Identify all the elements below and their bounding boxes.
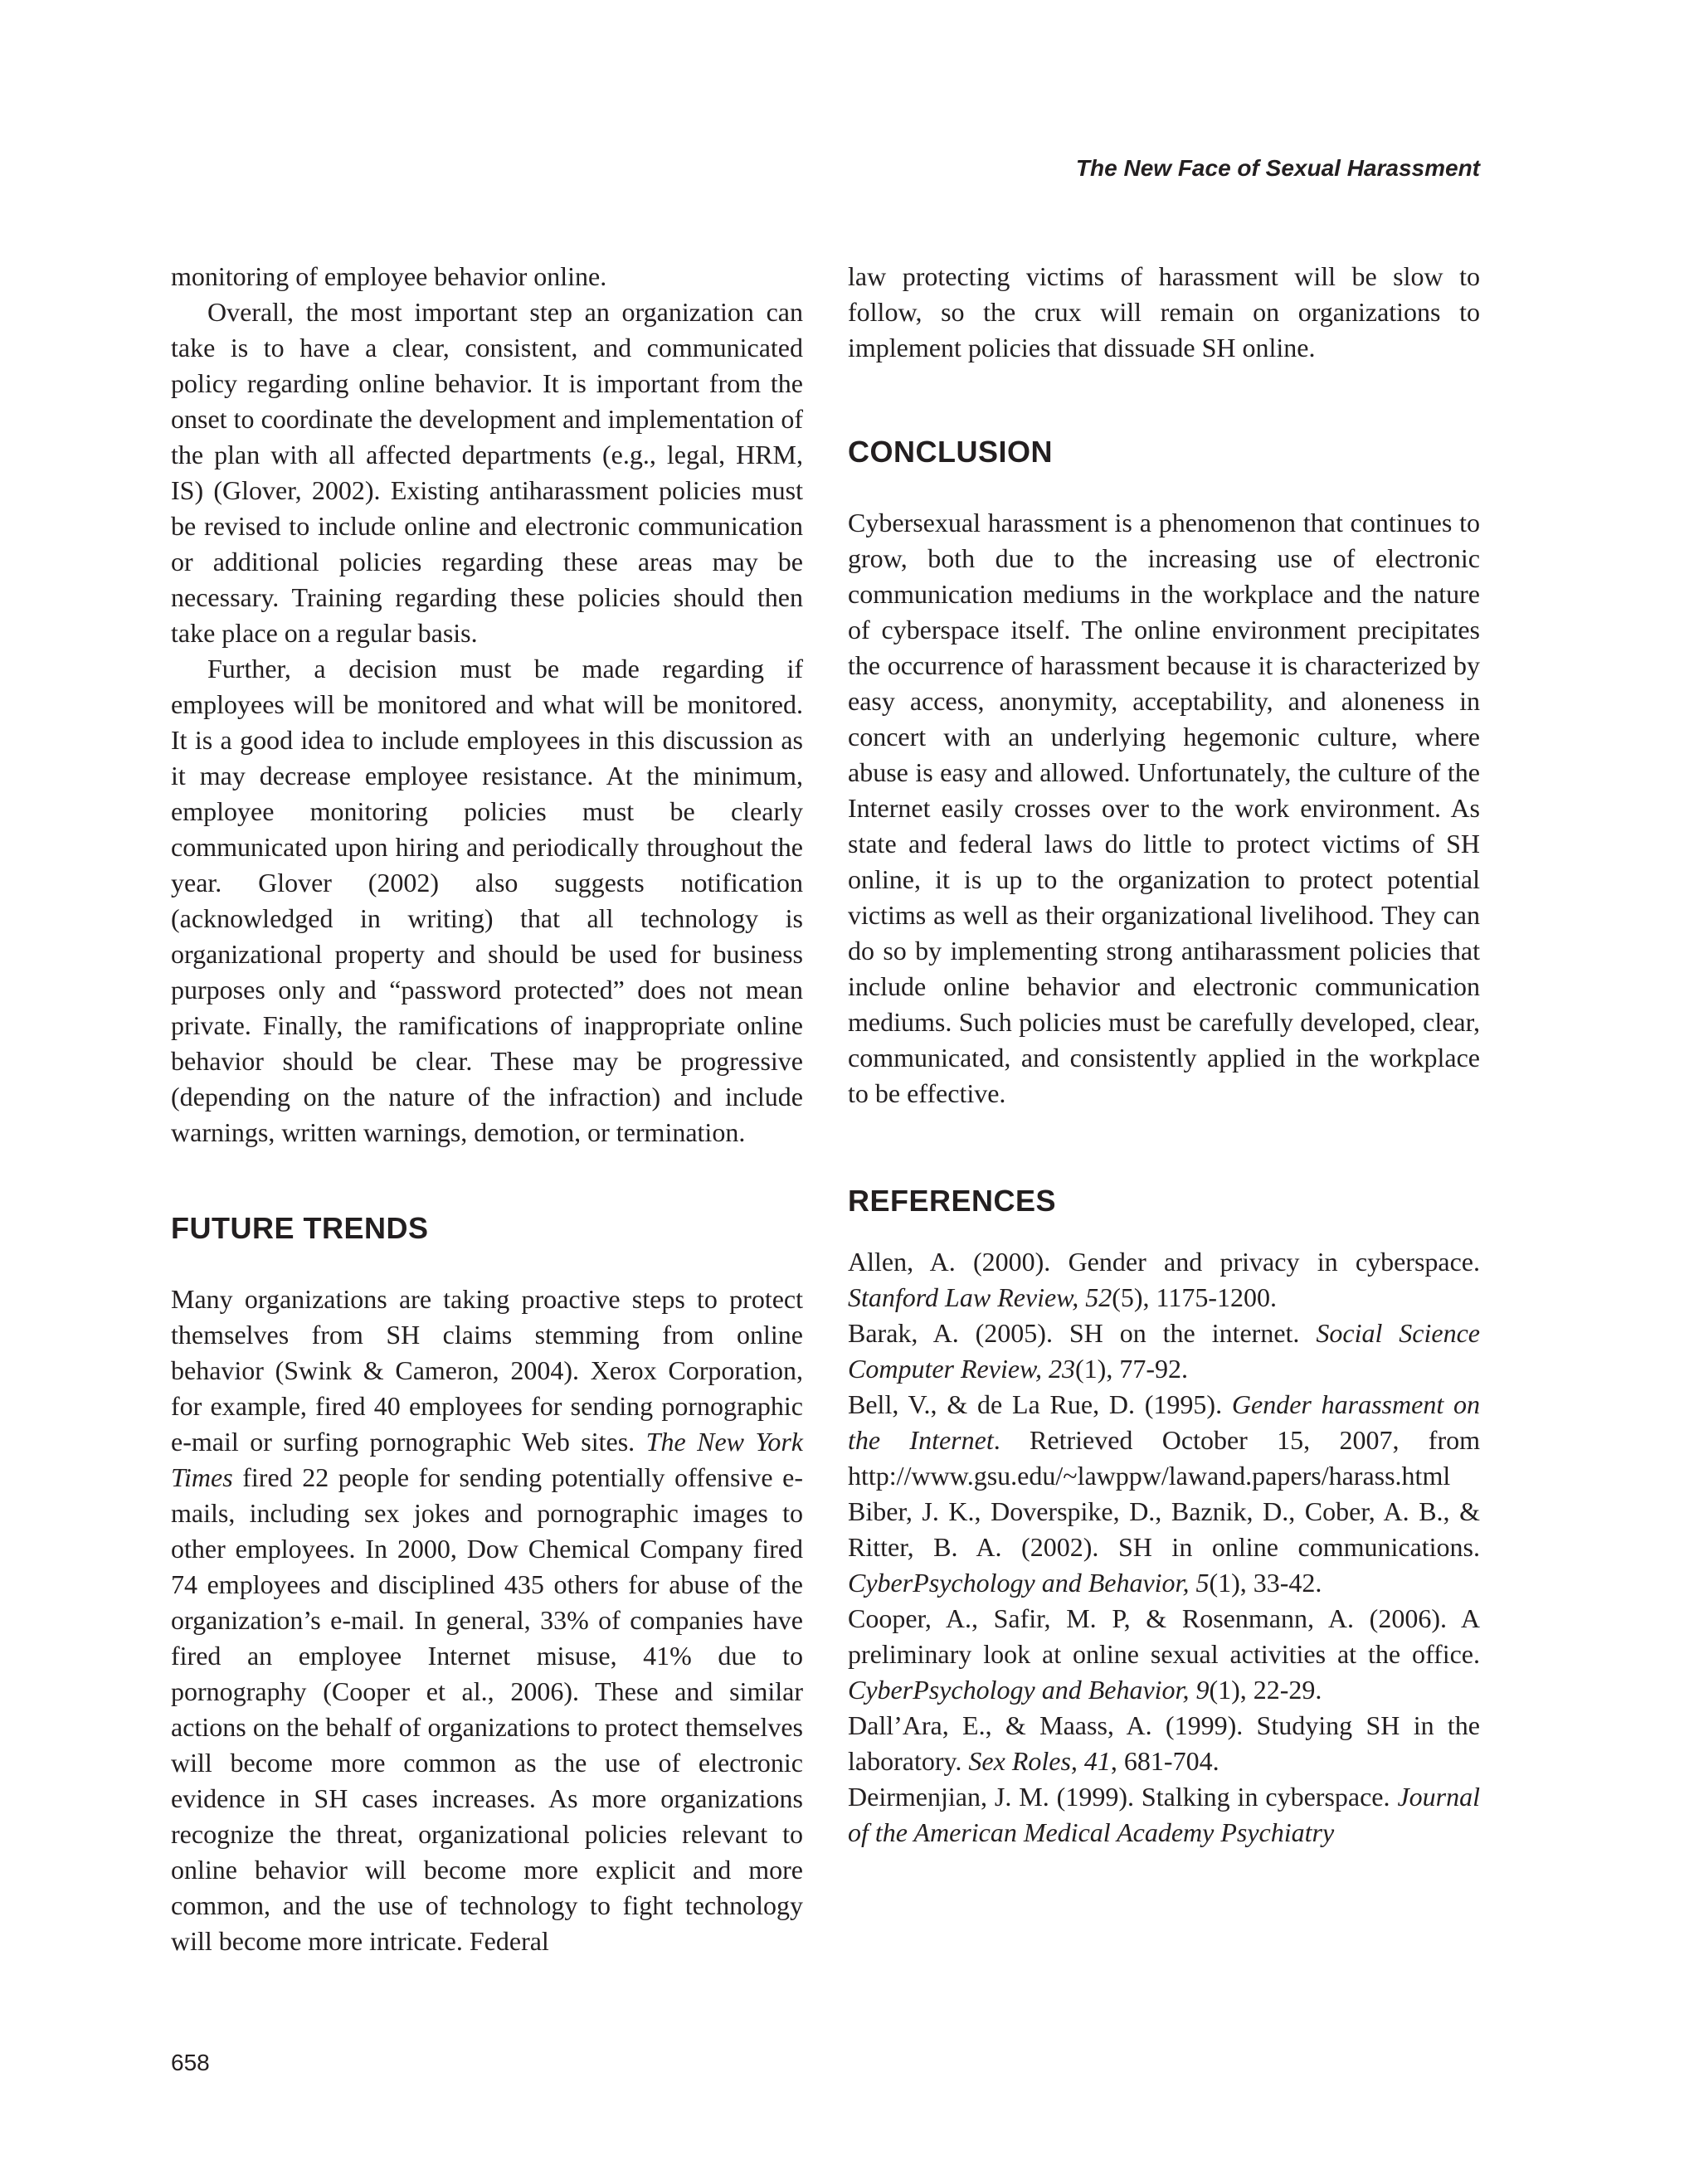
paragraph: monitoring of employee behavior online. bbox=[171, 261, 607, 291]
ref-source: CyberPsychology and Behavior, 5 bbox=[848, 1568, 1210, 1598]
ref-text: (1), 77-92. bbox=[1075, 1354, 1188, 1384]
page-number: 658 bbox=[171, 2050, 210, 2075]
ref-text: Deirmenjian, J. M. (1999). Stalking in cyberspace. bbox=[848, 1782, 1398, 1812]
ref-text: Dall’Ara, E., & Maass, A. (1999). Studying SH in the laboratory. bbox=[848, 1710, 1480, 1776]
reference-item bbox=[848, 1244, 1480, 1316]
ref-text: (5), 1175-1200. bbox=[1112, 1282, 1277, 1312]
reference-item bbox=[848, 1494, 1480, 1601]
reference-item bbox=[848, 1316, 1480, 1387]
ref-source: Journal of the American Medical Academy Psychiatry bbox=[848, 1782, 1480, 1847]
running-head: The New Face of Sexual Harassment bbox=[1075, 155, 1480, 181]
paragraph: Cybersexual harassment is a phenomenon that continues to grow, both due to the increasing use of electronic communication mediums in the workplace and the nature of cyberspace itself. The online environment precipitates the occurrence of harassment because it is characterized by easy access, anonymity, acceptability, and aloneness in concert with an underlying hegemonic culture, where abuse is easy and allowed. Unfortunately, the culture of the Internet easily crosses over to the work environment. As state and federal laws do little to protect victims of SH online, it is up to the organization to protect potential victims as well as their organizational livelihood. They can do so by implementing strong antiharassment policies that include online behavior and electronic communication mediums. Such policies must be carefully developed, clear, communicated, and consistently applied in the workplace to be effective. bbox=[848, 508, 1480, 1108]
paragraph: Overall, the most important step an organization can take is to have a clear, consistent, and communicated policy regarding online behavior. It is important from the onset to coordinate the development and implementation of the plan with all affected departments (e.g., legal, HRM, IS) (Glover, 2002). Existing antiharassment policies must be revised to include online and electronic communication or additional policies regarding these areas may be necessary. Training regarding these policies should then take place on a regular basis. bbox=[171, 297, 803, 648]
section-heading-conclusion: CONCLUSION bbox=[848, 435, 1053, 469]
ref-text: , 681-704. bbox=[1110, 1746, 1219, 1776]
reference-item bbox=[848, 1708, 1480, 1779]
section-heading-references: REFERENCES bbox=[848, 1184, 1057, 1218]
paragraph: law protecting victims of harassment will be slow to follow, so the crux will remain on organizations to implement policies that dissuade SH online. bbox=[848, 261, 1480, 362]
text-run: Many organizations are taking proactive steps to protect themselves from SH claims stemming from online behavior (Swink & Cameron, 2004). Xerox Corporation, for example, fired 40 employees for sending pornographic e-mail or surfing pornographic Web sites. bbox=[171, 1284, 803, 1457]
reference-item bbox=[848, 1387, 1480, 1494]
reference-item bbox=[848, 1779, 1480, 1851]
reference-item bbox=[848, 1601, 1480, 1708]
ref-text: Cooper, A., Safir, M. P, & Rosenmann, A. (2006). A preliminary look at online sexual activities at the office. bbox=[848, 1603, 1480, 1669]
ref-source: Sex Roles, 41 bbox=[968, 1746, 1111, 1776]
ref-text: Barak, A. (2005). SH on the internet. bbox=[848, 1318, 1317, 1348]
italic-title: The New York Times bbox=[171, 1427, 804, 1492]
ref-text: (1), 22-29. bbox=[1209, 1675, 1322, 1705]
ref-source: Stanford Law Review, 52 bbox=[848, 1282, 1112, 1312]
ref-text: Biber, J. K., Doverspike, D., Baznik, D., Cober, A. B., & Ritter, B. A. (2002). SH in online communications. bbox=[848, 1496, 1480, 1562]
text-run: fired 22 people for sending potentially offensive e-mails, including sex jokes and pornographic images to other employees. In 2000, Dow Chemical Company fired 74 employees and disciplined 435 others for abuse of the organization’s e-mail. In general, 33% of companies have fired an employee Internet misuse, 41% due to pornography (Cooper et al., 2006). These and similar actions on the behalf of organizations to protect themselves will become more common as the use of electronic evidence in SH cases increases. As more organizations recognize the threat, organizational policies relevant to online behavior will become more explicit and more common, and the use of technology to fight technology will become more intricate. Federal bbox=[171, 1462, 803, 1956]
ref-text: (1), 33-42. bbox=[1209, 1568, 1322, 1598]
ref-source: Social Science Computer Review, 23 bbox=[848, 1318, 1481, 1384]
ref-text: Allen, A. (2000). Gender and privacy in cyberspace. bbox=[848, 1247, 1480, 1277]
section-heading-future-trends: FUTURE TRENDS bbox=[171, 1211, 429, 1245]
ref-source: CyberPsychology and Behavior, 9 bbox=[848, 1675, 1210, 1705]
reference-list bbox=[848, 1244, 1480, 1851]
paragraph bbox=[171, 1282, 803, 1959]
ref-text: Bell, V., & de La Rue, D. (1995). bbox=[848, 1389, 1232, 1419]
left-column bbox=[171, 259, 803, 1959]
paragraph: Further, a decision must be made regarding if employees will be monitored and what will be monitored. It is a good idea to include employees in this discussion as it may decrease employee resistance. At the minimum, employee monitoring policies must be clearly communicated upon hiring and periodically throughout the year. Glover (2002) also suggests notification (acknowledged in writing) that all technology is organizational property and should be used for business purposes only and “password protected” does not mean private. Finally, the ramifications of inappropriate online behavior should be clear. These may be progressive (depending on the nature of the infraction) and include warnings, written warnings, demotion, or termination. bbox=[171, 654, 803, 1147]
ref-source: Gender harassment on the Internet bbox=[848, 1389, 1481, 1455]
ref-text: . Retrieved October 15, 2007, from http://www.gsu.edu/~lawppw/lawand.papers/harass.html bbox=[848, 1425, 1481, 1491]
right-column bbox=[848, 259, 1480, 1851]
